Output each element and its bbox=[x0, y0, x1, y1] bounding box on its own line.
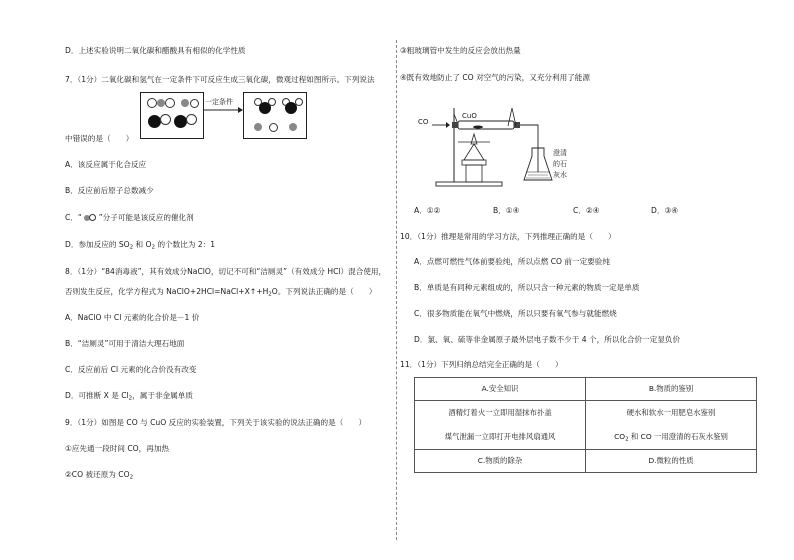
label-limewater-2: 的石 bbox=[553, 160, 567, 168]
black-atom bbox=[174, 115, 187, 128]
q7-stem-line2: 中错误的是（ ） bbox=[65, 134, 134, 143]
white-atom bbox=[269, 123, 278, 132]
q9-option-c: C．②④ bbox=[573, 206, 600, 215]
table-header-d: D.微粒的性质 bbox=[586, 450, 757, 473]
white-atom bbox=[295, 98, 303, 106]
q9-item4: ④既有效地防止了 CO 对空气的污染，又充分利用了能源 bbox=[400, 73, 590, 82]
white-atom bbox=[186, 114, 197, 125]
q7-option-b: B．反应前后原子总数减少 bbox=[65, 186, 154, 195]
table-header-a: A.安全知识 bbox=[415, 378, 586, 401]
q8-option-c: C．反应前后 Cl 元素的化合价没有改变 bbox=[65, 365, 197, 374]
q7-option-a: A．该反应属于化合反应 bbox=[65, 160, 147, 169]
q8-option-d: D．可推断 X 是 $Cl_2$，属于非金属单质 bbox=[65, 391, 193, 402]
gray-atom bbox=[254, 123, 262, 131]
q9-item3: ③粗玻璃管中发生的反应会放出热量 bbox=[400, 46, 521, 55]
q11-table bbox=[414, 377, 757, 473]
gray-atom bbox=[289, 123, 297, 131]
white-atom bbox=[160, 114, 171, 125]
label-co: CO bbox=[418, 118, 429, 126]
q9-item2: ②CO 被还原为 $CO_2$ bbox=[65, 470, 134, 481]
label-limewater-3: 灰水 bbox=[553, 171, 567, 179]
q8-stem-line2: 否则发生反应，化学方程式为 $NaClO+2HCl=NaCl+X↑+H_2O$。下列说法正确的是（ ） bbox=[65, 287, 377, 298]
q7-option-c: C．“ ”分子可能是该反应的催化剂 bbox=[65, 213, 194, 222]
reactant-box bbox=[140, 92, 204, 139]
white-atom bbox=[147, 98, 157, 108]
q10-option-b: B．单质是有同种元素组成的，所以只含一种元素的物质一定是单质 bbox=[414, 283, 640, 292]
column-divider bbox=[396, 40, 397, 540]
table-row bbox=[415, 401, 757, 450]
q7-option-d: D．参加反应的 $SO_2$ 和 $O_2$ 的个数比为 2：1 bbox=[65, 240, 216, 251]
black-atom bbox=[148, 115, 161, 128]
reaction-condition: 一定条件 bbox=[205, 98, 233, 106]
white-atom bbox=[165, 98, 175, 108]
q8-option-b: B．“洁厕灵”可用于清洁大理石地面 bbox=[65, 339, 185, 348]
q9-stem: 9．（1分）如图是 CO 与 CuO 反应的实验装置，下列关于该实验的说法正确的是（ ） bbox=[65, 418, 367, 427]
q9-option-a: A．①② bbox=[414, 206, 441, 215]
table-header-c: C.物质的除杂 bbox=[415, 450, 586, 473]
q10-option-c: C．很多物质能在氧气中燃烧，所以只要有氧气参与就能燃烧 bbox=[414, 309, 617, 318]
product-box bbox=[243, 92, 307, 139]
apparatus-drawing bbox=[418, 100, 558, 192]
white-atom bbox=[268, 98, 276, 106]
gray-atom bbox=[157, 99, 165, 107]
q9-option-d: D．③④ bbox=[651, 206, 679, 215]
label-limewater-1: 澄清 bbox=[553, 149, 567, 157]
q8-option-a: A．NaClO 中 Cl 元素的化合价是－1 价 bbox=[65, 313, 200, 322]
table-row bbox=[415, 450, 757, 473]
molecule-icon bbox=[84, 214, 96, 223]
table-cell-a: 酒精灯着火一立即用湿抹布扑盖 煤气泄漏一立即打开电排风扇通风 bbox=[415, 401, 586, 450]
gray-atom bbox=[181, 99, 189, 107]
q11-stem: 11．（1分）下列归纳总结完全正确的是（ ） bbox=[400, 360, 563, 369]
label-cuo: CuO bbox=[462, 112, 477, 120]
q9-item1: ①应先通一段时间 CO，再加热 bbox=[65, 444, 170, 453]
table-row bbox=[415, 378, 757, 401]
table-cell-b: 硬水和软水一用肥皂水鉴别 $CO_2$ 和 CO 一用澄清的石灰水鉴别 bbox=[586, 401, 757, 450]
q10-stem: 10．（1分）推理是常用的学习方法，下列推理正确的是（ ） bbox=[400, 232, 616, 241]
q10-option-a: A．点燃可燃性气体前要验纯，所以点燃 CO 前一定要验纯 bbox=[414, 257, 610, 266]
reaction-arrow-icon bbox=[203, 106, 243, 114]
table-header-b: B.物质的鉴别 bbox=[586, 378, 757, 401]
q9-option-b: B．①④ bbox=[493, 206, 520, 215]
q7-stem-line1: 7．（1分）二氧化碳和氢气在一定条件下可反应生成三氧化碳，微观过程如图所示。下列说法 bbox=[65, 75, 375, 84]
white-atom bbox=[190, 99, 199, 108]
q6-option-d: D．上述实验说明二氧化碳和醋酸具有相似的化学性质 bbox=[65, 46, 246, 55]
q10-option-d: D．氯、氧、硫等非金属原子最外层电子数不少于 4 个，所以化合价一定显负价 bbox=[414, 335, 681, 344]
q8-stem-line1: 8．（1分）“84消毒液”，其有效成分NaClO，切记不可和“洁厕灵”（有效成分 HCl）混合使用， bbox=[65, 267, 387, 276]
